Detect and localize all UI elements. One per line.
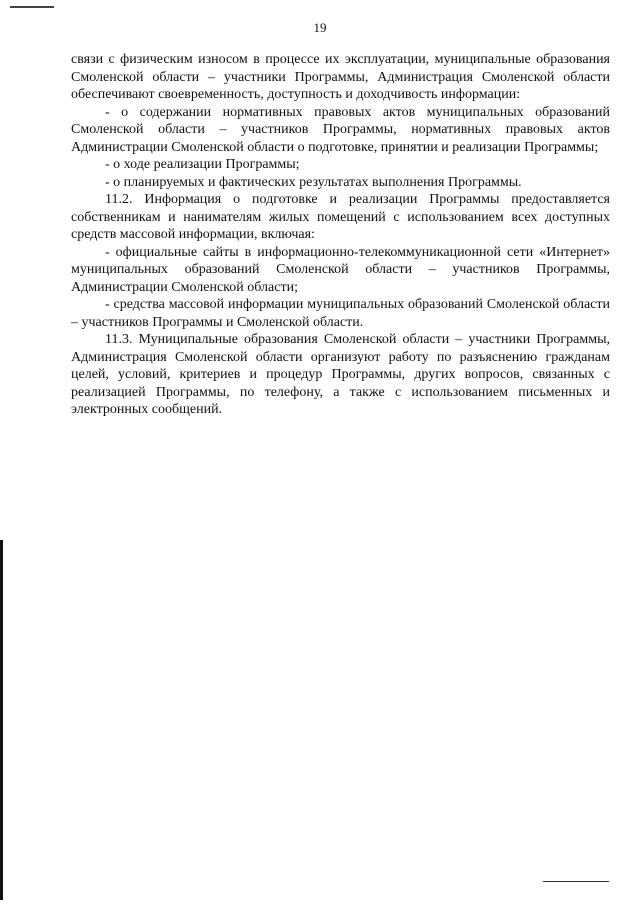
page-number: 19: [313, 20, 327, 35]
scan-artifact-top-line: [10, 6, 54, 8]
paragraph-continuation: связи с физическим износом в процессе их эксплуатации, муниципальные образования Смоленской области – участники Программы, Администрация Смоленской области обеспечивают своевременность, доступность и доходчивость информации:: [71, 52, 610, 102]
scan-artifact-left-edge: [0, 540, 3, 900]
paragraph-11-2: 11.2. Информация о подготовке и реализации Программы предоставляется собственникам и нанимателям жилых помещений с использованием всех доступных средств массовой информации, включая:: [71, 192, 610, 242]
list-item-legal-acts: - о содержании нормативных правовых актов муниципальных образований Смоленской области – участников Программы, нормативных правовых актов Администрации Смоленской области о подготовке, принятии и реализации Программы;: [71, 104, 610, 155]
list-item-mass-media: - средства массовой информации муниципальных образований Смоленской области – участников Программы и Смоленской области.: [71, 297, 610, 330]
list-item-progress: - о ходе реализации Программы;: [105, 157, 300, 172]
paragraph-11-3: 11.3. Муниципальные образования Смоленской области – участники Программы, Администрация Смоленской области организуют работу по разъяснению гражданам целей, условий, критериев и процедур Программы, других вопросов, связанных с реализацией Программы, по телефону, а также с использованием письменных и электронных сообщений.: [71, 332, 610, 417]
scan-artifact-bottom-line: [543, 881, 609, 882]
document-body: [71, 51, 610, 419]
list-item-websites: - официальные сайты в информационно-телекоммуникационной сети «Интернет» муниципальных образований Смоленской области – участников Программы, Администрации Смоленской области;: [71, 244, 610, 295]
list-item-results: - о планируемых и фактических результатах выполнения Программы.: [105, 174, 522, 190]
